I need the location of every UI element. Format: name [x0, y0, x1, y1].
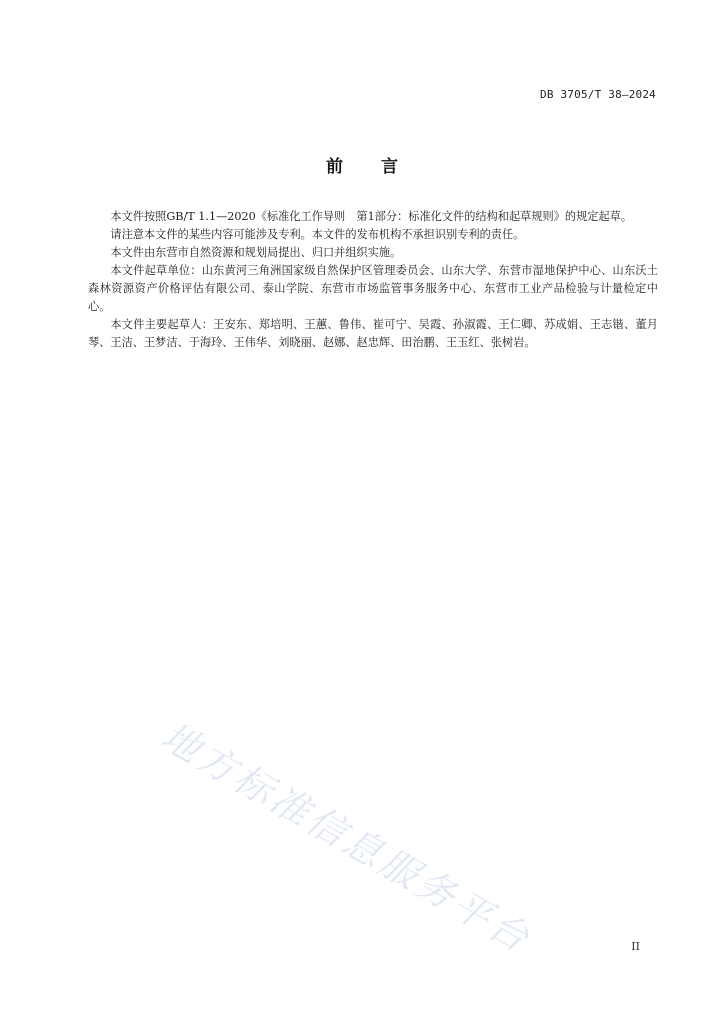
paragraph-drafters: 本文件主要起草人：王安东、郑培明、王蕙、鲁伟、崔可宁、吴霞、孙淑霞、王仁卿、苏成娟、王志锴、董月琴、王洁、王梦洁、于海玲、王伟华、刘晓丽、赵娜、赵忠辉、田治鹏、王玉红、张树岩。: [88, 318, 658, 349]
document-code: DB 3705/T 38—2024: [540, 88, 656, 101]
paragraph-drafting-rules: 本文件按照GB/T 1.1—2020《标准化工作导则 第1部分：标准化文件的结构和起草规则》的规定起草。: [110, 210, 633, 223]
page-title: 前言: [326, 157, 436, 177]
preface-body: [88, 208, 658, 352]
paragraph-proposer: 本文件由东营市自然资源和规划局提出、归口并组织实施。: [110, 246, 402, 259]
page-number: II: [631, 940, 640, 953]
paragraph-drafting-units: 本文件起草单位：山东黄河三角洲国家级自然保护区管理委员会、山东大学、东营市湿地保护中心、山东沃土森林资源资产价格评估有限公司、泰山学院、东营市市场监管事务服务中心、东营市工业产品检验与计量检定中心。: [88, 264, 658, 313]
paragraph-patent-notice: 请注意本文件的某些内容可能涉及专利。本文件的发布机构不承担识别专利的责任。: [110, 228, 525, 241]
watermark: 地方标准信息服务平台: [153, 713, 540, 962]
